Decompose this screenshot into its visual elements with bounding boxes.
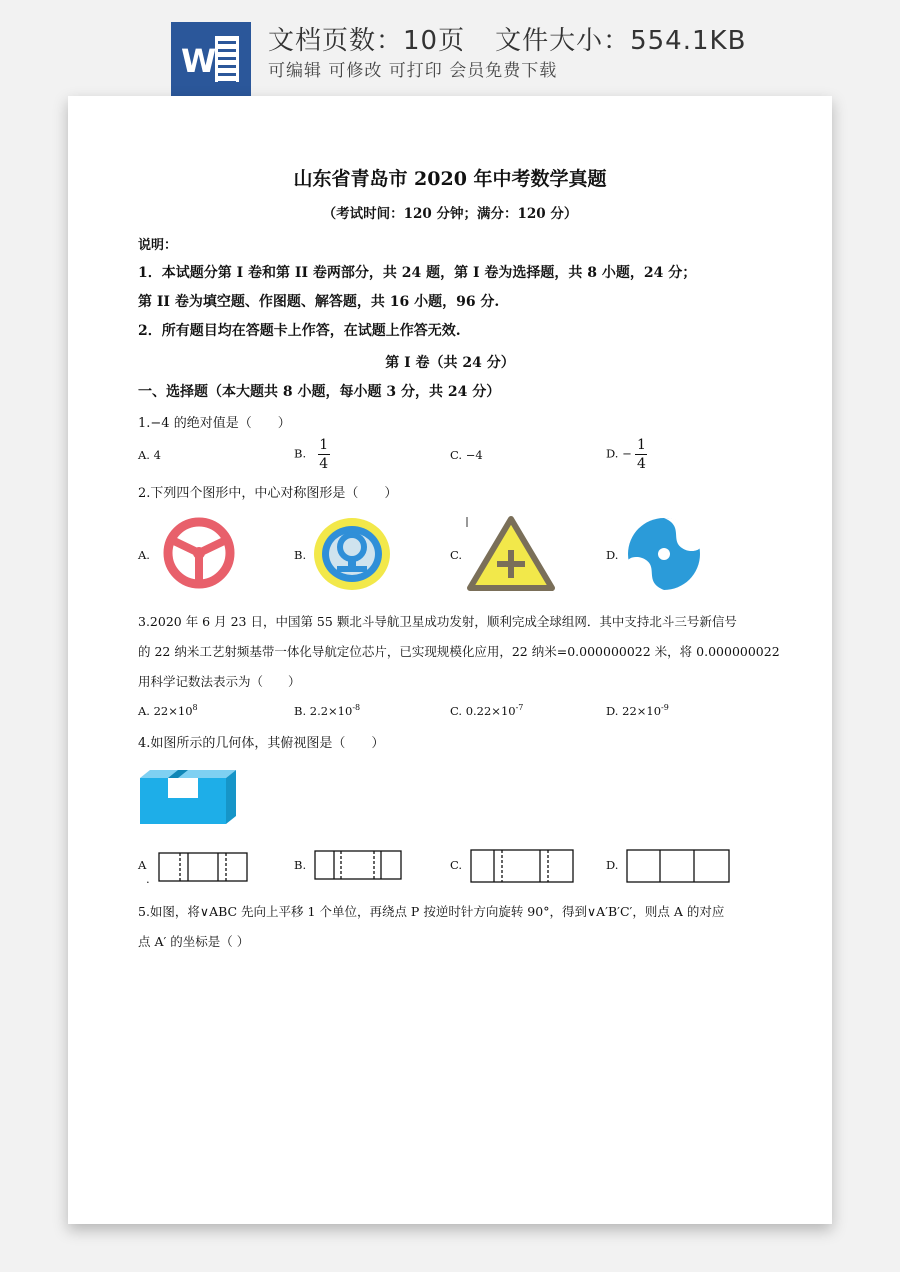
fraction-one-quarter: $\frac{1}{4}$	[319, 437, 329, 472]
q3-line1: 3.2020 年 6 月 23 日，中国第 55 颗北斗导航卫星成功发射，顺利完成全球组网．其中支持北斗三号新信号	[138, 614, 737, 629]
steering-wheel-icon	[162, 516, 236, 590]
top-view-option-b	[314, 850, 402, 880]
q2-stem: 2.下列四个图形中，中心对称图形是（ ）	[138, 486, 398, 501]
note1-line1: 1．本试题分第 I 卷和第 II 卷两部分，共 24 题，第 I 卷为选择题，共 8 小题，24 分；	[138, 265, 697, 281]
q4-option-c-label: C.	[450, 858, 463, 872]
section1-title: 一、选择题（本大题共 8 小题，每小题 3 分，共 24 分）	[138, 384, 501, 400]
yin-yang-icon	[624, 516, 704, 592]
q3-line3: 用科学记数法表示为（ ）	[138, 674, 301, 689]
banner	[0, 0, 900, 96]
geometric-solid-figure	[140, 768, 236, 826]
q2-option-b-label: B.	[294, 548, 307, 562]
page-count: 文档页数：10页	[268, 26, 466, 56]
q3-option-a: A. $22\times 10^8$	[138, 703, 198, 718]
q4-option-d-label: D.	[606, 858, 619, 872]
warning-sign-icon	[466, 514, 556, 592]
q2-option-d-label: D.	[606, 548, 619, 562]
word-icon: W	[171, 22, 251, 96]
top-view-option-d	[626, 849, 730, 883]
part1-title: 第 I 卷（共 24 分）	[385, 355, 515, 371]
file-info	[268, 20, 746, 57]
q3-line2: 的 22 纳米工艺射频基带一体化导航定位芯片，已实现规模化应用，22 纳米=0.000000022 米，将 0.000000022	[138, 644, 780, 659]
q4-option-b-label: B.	[294, 858, 307, 872]
railway-logo-icon	[312, 516, 392, 592]
top-view-option-c	[470, 849, 574, 883]
q1-option-d: D. − $\frac{1}{4}$	[606, 437, 646, 472]
q3-option-d: D. $22\times 10^{-9}$	[606, 703, 669, 718]
q5-line2: 点 A′ 的坐标是（ ）	[138, 934, 250, 949]
q2-option-c-label: C.	[450, 548, 463, 562]
q3-option-c: C. $0.22\times 10^{-7}$	[450, 703, 524, 718]
q4-stem: 4.如图所示的几何体，其俯视图是（ ）	[138, 736, 385, 751]
q1-stem: 1.−4 的绝对值是（ ）	[138, 416, 291, 431]
note2: 2．所有题目均在答题卡上作答，在试题上作答无效.	[138, 323, 461, 339]
document-page	[68, 96, 832, 1224]
top-view-option-a	[158, 852, 248, 882]
q1-option-b: B. $\frac{1}{4}$	[294, 437, 329, 472]
fraction-one-quarter: $\frac{1}{4}$	[636, 437, 646, 472]
file-size: 文件大小：554.1KB	[495, 26, 747, 56]
doc-subtitle: （考试时间：120 分钟；满分：120 分）	[322, 206, 578, 222]
q2-option-a-label: A.	[138, 548, 150, 562]
doc-title: 山东省青岛市 2020 年中考数学真题	[293, 168, 607, 190]
q1-option-c: C. −4	[450, 448, 483, 462]
file-features: 可编辑 可修改 可打印 会员免费下载	[268, 61, 558, 81]
q5-line1: 5.如图，将∨ABC 先向上平移 1 个单位，再绕点 P 按逆时针方向旋转 90°，得到∨A′B′C′，则点 A 的对应	[138, 904, 725, 919]
q4-option-a-label: A .	[138, 858, 150, 886]
note1-line2: 第 II 卷为填空题、作图题、解答题，共 16 小题，96 分.	[138, 294, 500, 310]
q1-option-a: A. 4	[138, 448, 161, 462]
notes-heading: 说明：	[138, 238, 178, 253]
q3-option-b: B. $2.2\times 10^{-8}$	[294, 703, 361, 718]
